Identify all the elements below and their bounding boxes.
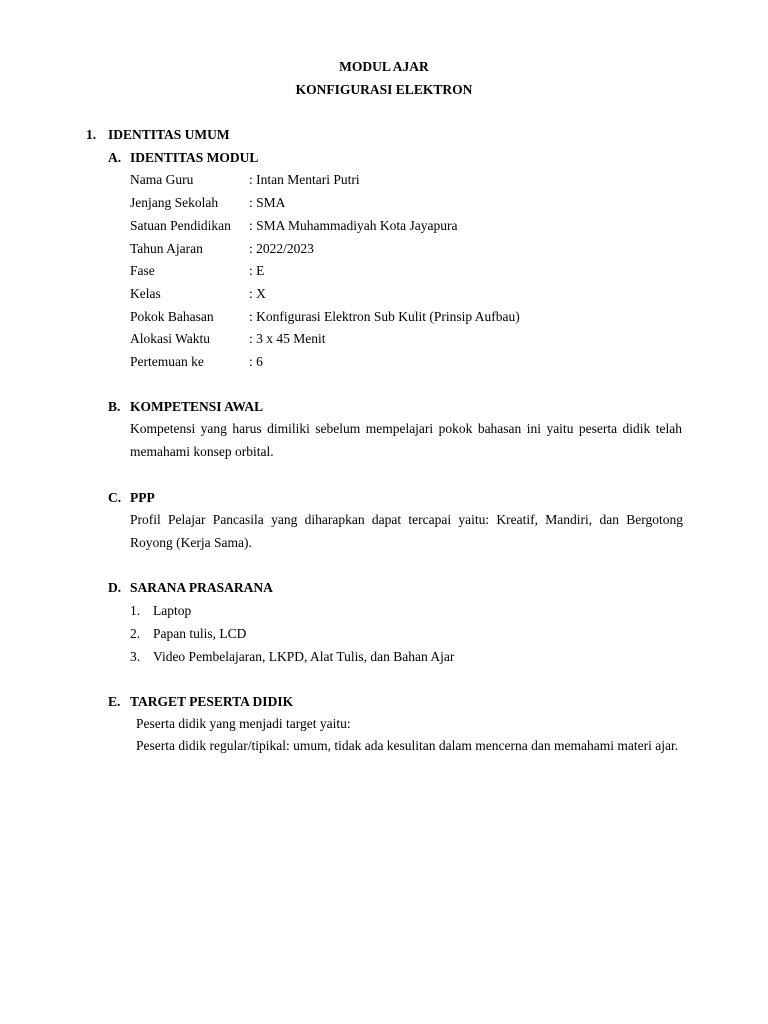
identity-label: Satuan Pendidikan xyxy=(130,218,231,233)
paragraph: Profil Pelajar Pancasila yang diharapkan dapat tercapai yaitu: Kreatif, Mandiri, dan Bergotong Royong (Kerja Sama). xyxy=(130,512,683,550)
identity-value: : SMA Muhammadiyah Kota Jayapura xyxy=(249,218,458,233)
section-number: 1. xyxy=(86,127,97,142)
paragraph-intro: Peserta didik yang menjadi target yaitu: xyxy=(136,716,351,731)
identity-label: Kelas xyxy=(130,286,161,301)
identity-label: Jenjang Sekolah xyxy=(130,195,219,210)
identity-label: Pertemuan ke xyxy=(130,354,204,369)
list-item: Laptop xyxy=(153,603,192,618)
subsection-heading: PPP xyxy=(130,490,155,505)
identity-label: Tahun Ajaran xyxy=(130,241,203,256)
list-number: 2. xyxy=(130,626,141,641)
section-heading: IDENTITAS UMUM xyxy=(108,127,230,142)
identity-label: Alokasi Waktu xyxy=(130,331,211,346)
subsection-letter: D. xyxy=(108,580,122,595)
subsection-heading: KOMPETENSI AWAL xyxy=(130,399,264,414)
identity-value: : 6 xyxy=(249,354,263,369)
list-number: 3. xyxy=(130,649,141,664)
identity-value: : SMA xyxy=(249,195,286,210)
subsection-letter: E. xyxy=(108,694,121,709)
subsection-heading: SARANA PRASARANA xyxy=(130,580,273,595)
paragraph: Kompetensi yang harus dimiliki sebelum mempelajari pokok bahasan ini yaitu peserta didik telah memahami konsep orbital. xyxy=(130,421,682,459)
identity-value: : E xyxy=(249,263,265,278)
identity-label: Nama Guru xyxy=(130,172,194,187)
subsection-letter: B. xyxy=(108,399,121,414)
doc-subtitle: KONFIGURASI ELEKTRON xyxy=(295,82,473,97)
identity-value: : X xyxy=(249,286,266,301)
list-item: Video Pembelajaran, LKPD, Alat Tulis, dan Bahan Ajar xyxy=(153,649,455,664)
subsection-heading: IDENTITAS MODUL xyxy=(130,150,259,165)
doc-title: MODUL AJAR xyxy=(339,59,429,74)
list-item: Papan tulis, LCD xyxy=(153,626,247,641)
identity-value: : Konfigurasi Elektron Sub Kulit (Prinsip Aufbau) xyxy=(249,309,520,324)
paragraph: Peserta didik regular/tipikal: umum, tidak ada kesulitan dalam mencerna dan memahami materi ajar. xyxy=(136,738,679,753)
list-number: 1. xyxy=(130,603,141,618)
identity-value: : 2022/2023 xyxy=(249,241,314,256)
subsection-heading: TARGET PESERTA DIDIK xyxy=(130,694,294,709)
identity-label: Fase xyxy=(130,263,155,278)
identity-value: : Intan Mentari Putri xyxy=(249,172,360,187)
subsection-letter: A. xyxy=(108,150,122,165)
subsection-letter: C. xyxy=(108,490,122,505)
identity-value: : 3 x 45 Menit xyxy=(249,331,326,346)
identity-label: Pokok Bahasan xyxy=(130,309,214,324)
